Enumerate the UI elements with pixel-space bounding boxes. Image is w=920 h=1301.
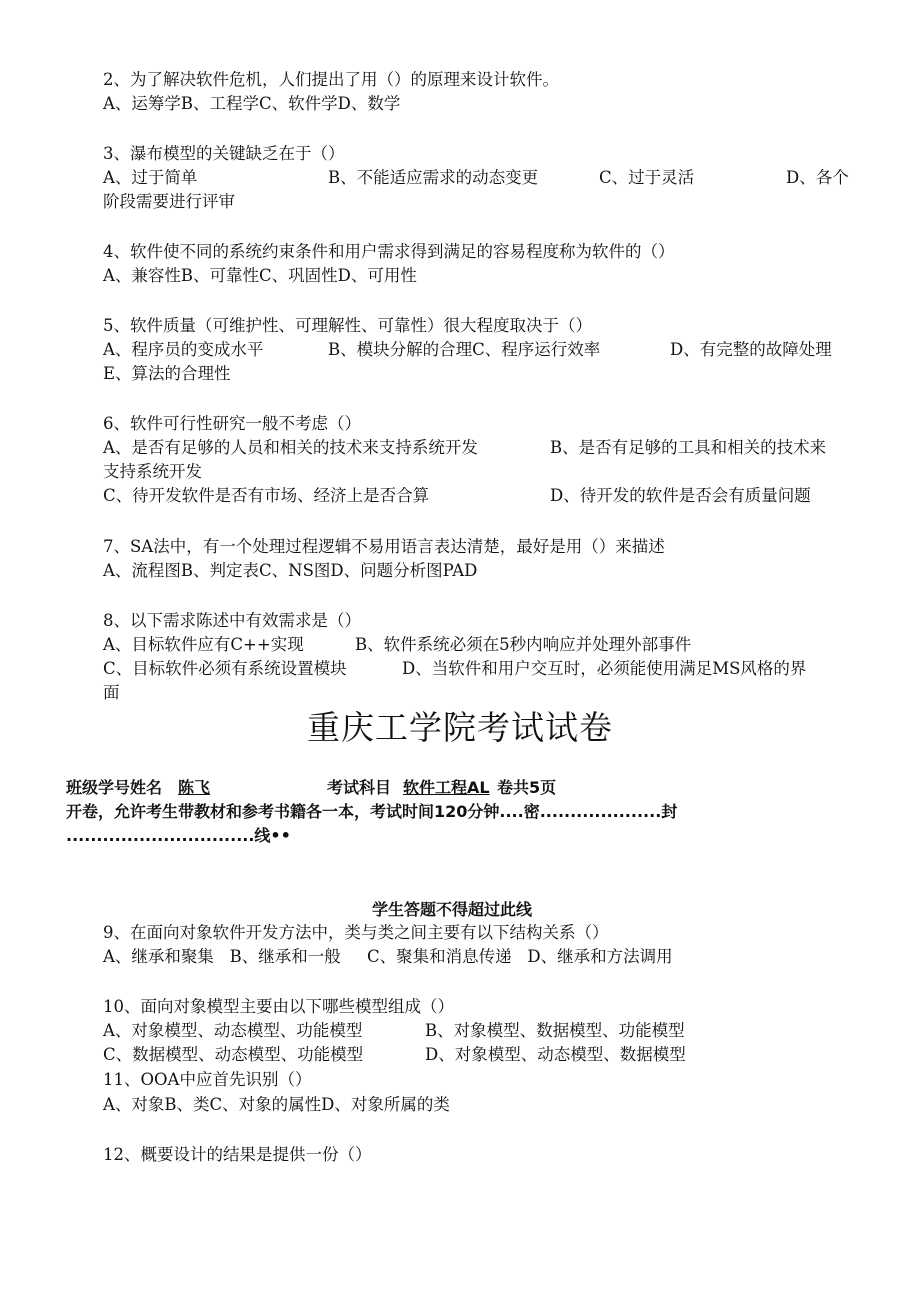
q6-option-d: D、待开发的软件是否会有质量问题 [550, 486, 811, 505]
q11-options: A、对象B、类C、对象的属性D、对象所属的类 [103, 1095, 450, 1114]
q12-stem: 12、概要设计的结果是提供一份（） [103, 1145, 372, 1164]
q6-option-c: C、待开发软件是否有市场、经济上是否合算 [103, 486, 430, 505]
q10-option-d: D、对象模型、动态模型、数据模型 [425, 1045, 686, 1064]
q5-stem: 5、软件质量（可维护性、可理解性、可靠性）很大程度取决于（） [103, 316, 592, 335]
q3-option-c: C、过于灵活 [599, 168, 695, 187]
q2-stem: 2、为了解决软件危机，人们提出了用（）的原理来设计软件。 [103, 70, 559, 89]
q8-option-b: B、软件系统必须在5秒内响应并处理外部事件 [355, 635, 692, 654]
q8-option-c: C、目标软件必须有系统设置模块 [103, 659, 347, 678]
q10-stem: 10、面向对象模型主要由以下哪些模型组成（） [103, 997, 454, 1016]
q10-option-b: B、对象模型、数据模型、功能模型 [425, 1021, 685, 1040]
q10-option-c: C、数据模型、动态模型、功能模型 [103, 1045, 364, 1064]
exam-subject-label: 考试科目 [327, 778, 392, 797]
q8-option-d: D、当软件和用户交互时，必须能使用满足MS风格的界 [402, 659, 807, 678]
q3-option-d: D、各个 [786, 168, 849, 187]
q6-option-a: A、是否有足够的人员和相关的技术来支持系统开发 [103, 438, 478, 457]
q9-options: A、继承和聚集 B、继承和一般 C、聚集和消息传递 D、继承和方法调用 [103, 947, 673, 966]
q5-option-a: A、程序员的变成水平 [103, 340, 264, 359]
q10-option-a: A、对象模型、动态模型、功能模型 [103, 1021, 363, 1040]
q6-stem: 6、软件可行性研究一般不考虑（） [103, 414, 361, 433]
q8-option-a: A、目标软件应有C++实现 [103, 635, 304, 654]
exam-rule: 开卷，允许考生带教材和参考书籍各一本，考试时间120分钟....密....................封 [66, 802, 678, 821]
q8-stem: 8、以下需求陈述中有效需求是（） [103, 611, 361, 630]
exam-title: 重庆工学院考试试卷 [307, 708, 613, 747]
q3-stem: 3、瀑布模型的关键缺乏在于（） [103, 144, 345, 163]
q5-option-d: D、有完整的故障处理 [670, 340, 832, 359]
q2-options: A、运筹学B、工程学C、软件学D、数学 [103, 94, 401, 113]
exam-notice: 学生答题不得超过此线 [372, 900, 533, 919]
q4-options: A、兼容性B、可靠性C、巩固性D、可用性 [103, 266, 417, 285]
q5-option-bc: B、模块分解的合理C、程序运行效率 [328, 340, 601, 359]
q9-stem: 9、在面向对象软件开发方法中，类与类之间主要有以下结构关系（） [103, 923, 609, 942]
student-name: 陈飞 [178, 778, 211, 797]
q3-option-a: A、过于简单 [103, 168, 198, 187]
q6-option-b-cont: 支持系统开发 [103, 462, 202, 481]
q11-stem: 11、OOA中应首先识别（） [103, 1070, 312, 1089]
exam-info-label: 班级学号姓名 [66, 778, 163, 797]
q7-stem: 7、SA法中，有一个处理过程逻辑不易用语言表达清楚，最好是用（）来描述 [103, 537, 665, 556]
exam-rule-cont: ...............................线•• [66, 826, 291, 845]
q6-option-b: B、是否有足够的工具和相关的技术来 [550, 438, 827, 457]
q8-option-d-cont: 面 [103, 683, 120, 702]
q4-stem: 4、软件使不同的系统约束条件和用户需求得到满足的容易程度称为软件的（） [103, 242, 675, 261]
q5-option-e: E、算法的合理性 [103, 364, 231, 383]
exam-subject: 软件工程AL [403, 778, 490, 797]
exam-pages: 卷共5页 [497, 778, 557, 797]
q3-option-d-cont: 阶段需要进行评审 [103, 192, 235, 211]
q3-option-b: B、不能适应需求的动态变更 [328, 168, 539, 187]
q7-options: A、流程图B、判定表C、NS图D、问题分析图PAD [103, 561, 478, 580]
